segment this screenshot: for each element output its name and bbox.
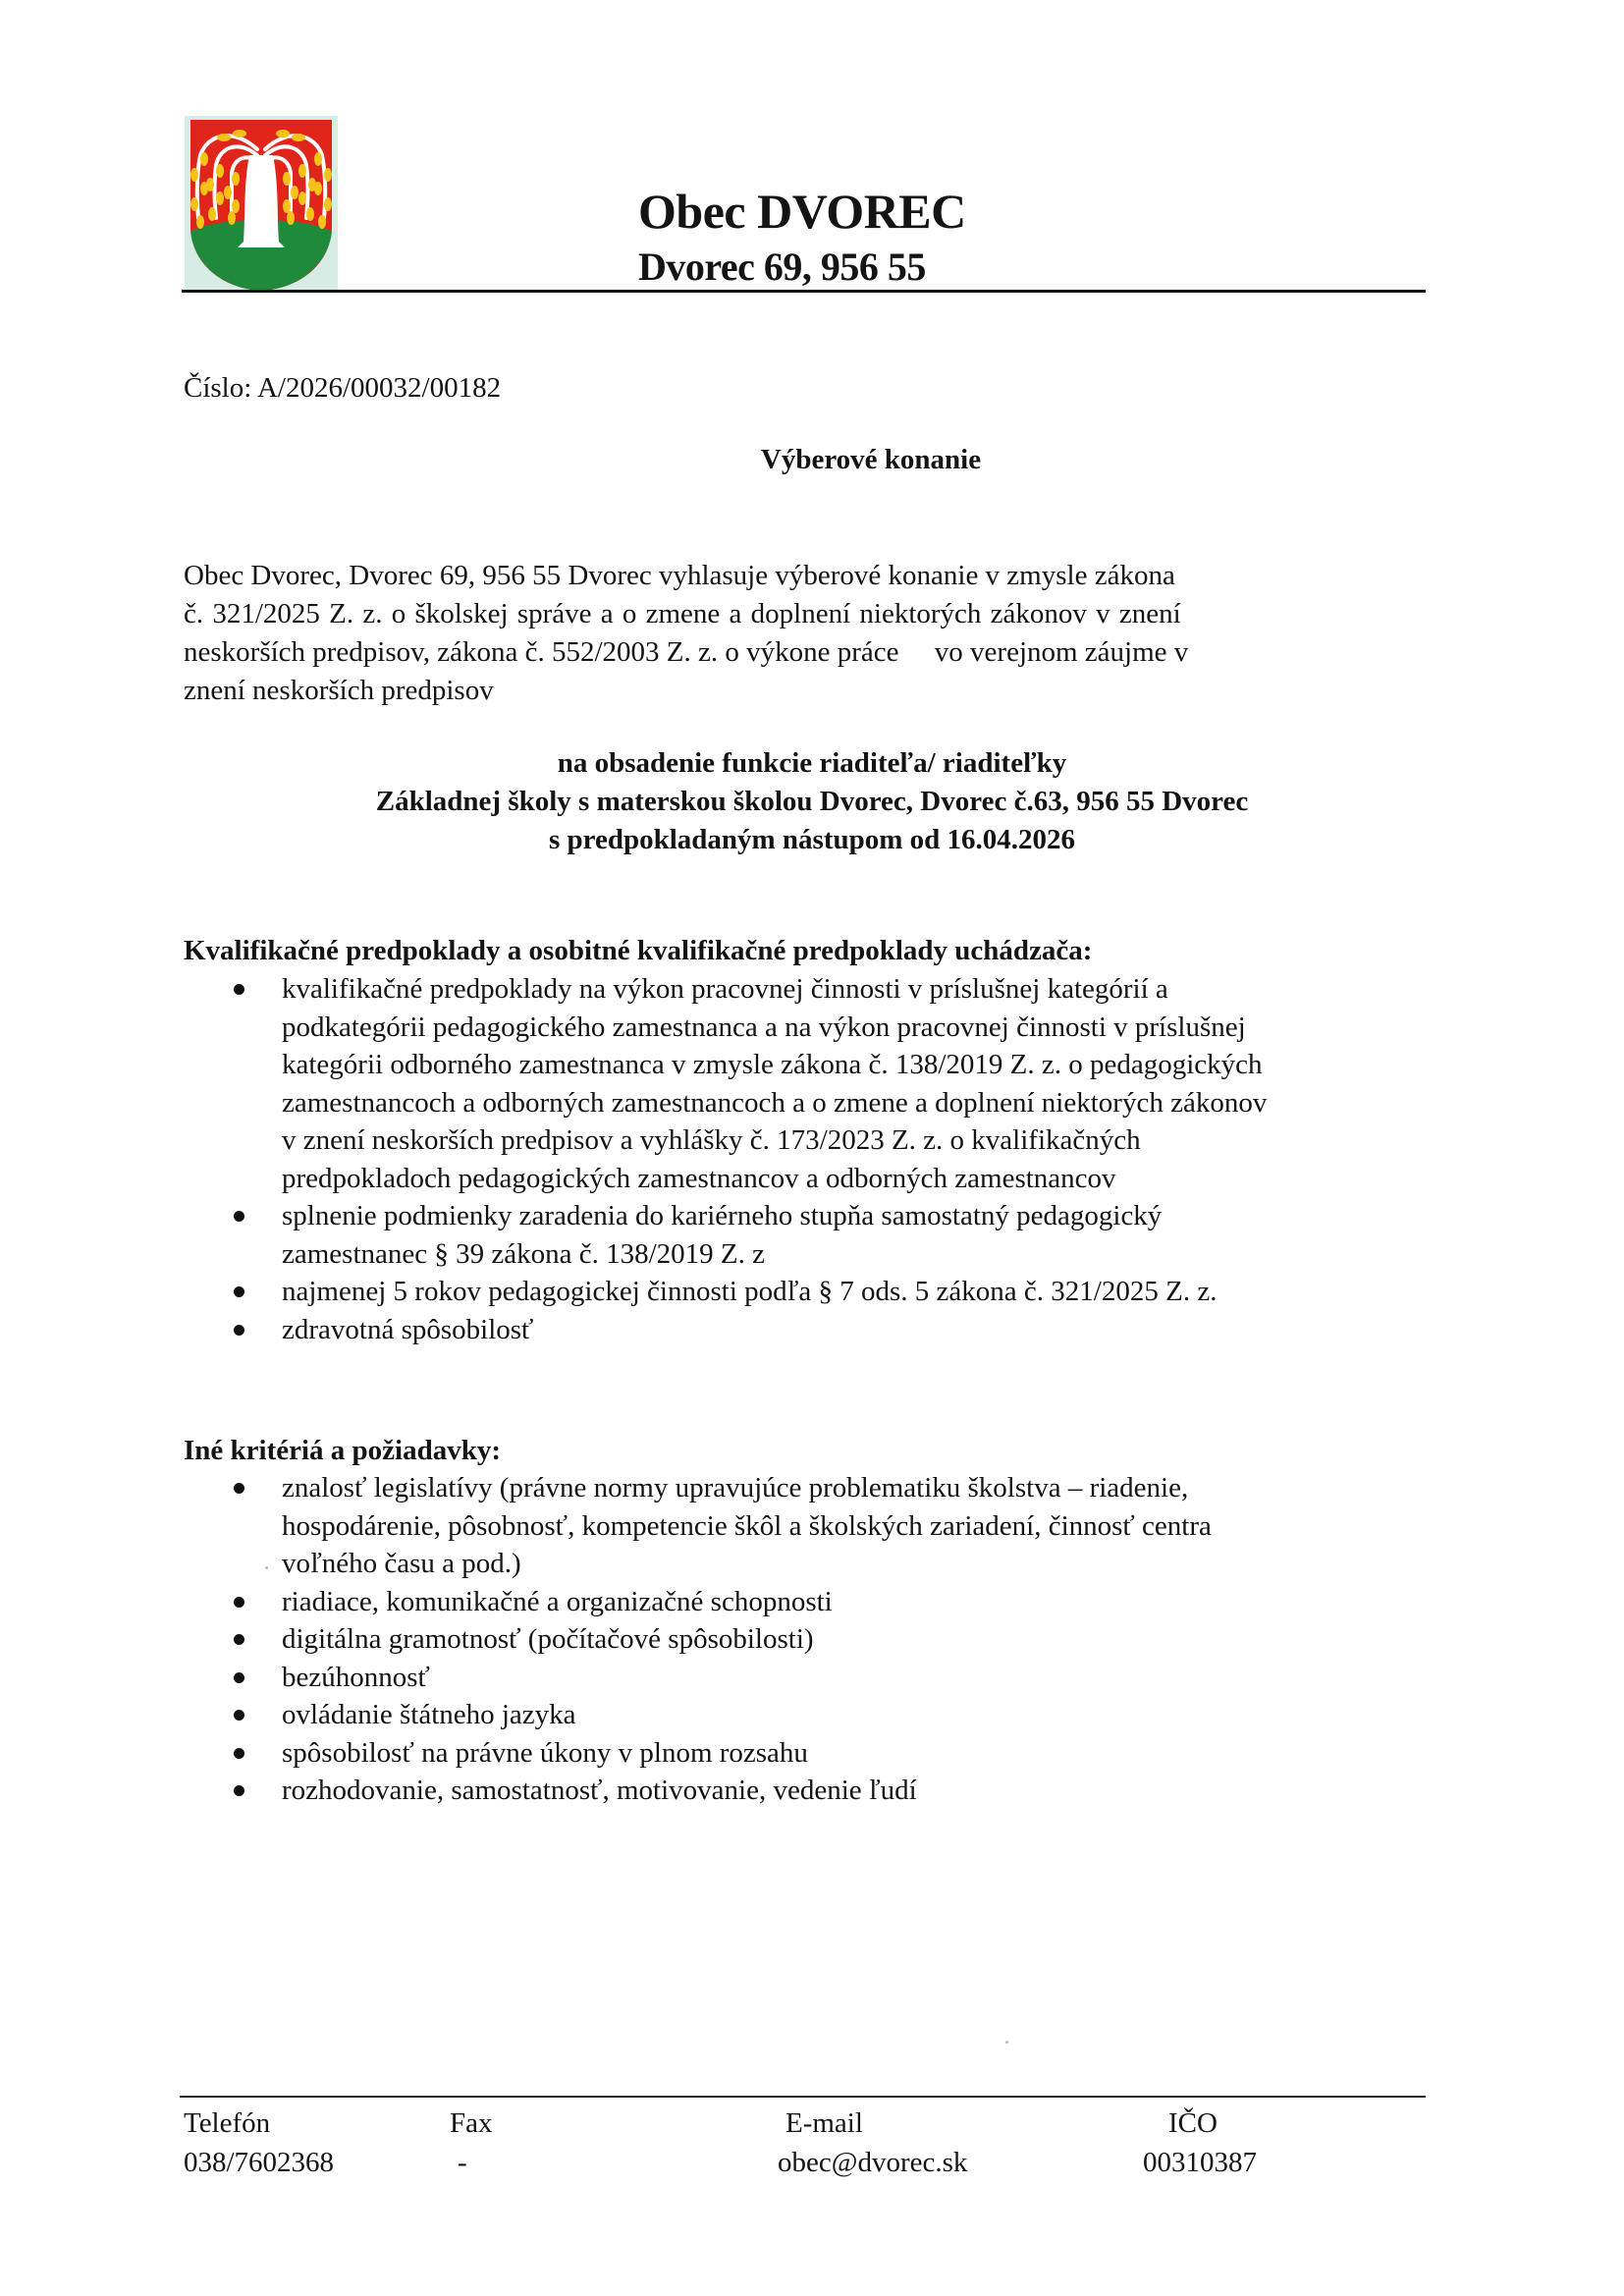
qualifications-list	[0, 970, 1440, 1348]
position-line: Základnej školy s materskou školou Dvorec, Dvorec č.63, 956 55 Dvorec	[375, 786, 1249, 817]
list-item-text: ovládanie štátneho jazyka	[282, 1699, 576, 1730]
list-item	[0, 1772, 1440, 1810]
list-item	[0, 1311, 1440, 1349]
bullet-icon	[234, 1785, 244, 1796]
position-line: s predpokladaným nástupom od 16.04.2026	[548, 824, 1076, 855]
footer-fax	[450, 2104, 493, 2182]
intro-line: znení neskorších predpisov	[184, 675, 494, 706]
list-item	[0, 1469, 1440, 1583]
list-item	[0, 1583, 1440, 1621]
email-label: E-mail	[785, 2107, 863, 2139]
list-item-text: podkategórii pedagogického zamestnanca a na výkon pracovnej činnosti v príslušnej	[282, 1011, 1246, 1043]
intro-line: č. 321/2025 Z. z. o školskej správe a o zmene a doplnení niektorých zákonov v znení	[184, 598, 1181, 629]
list-item-text: zamestnanec § 39 zákona č. 138/2019 Z. z	[282, 1237, 766, 1270]
phone-value: 038/7602368	[184, 2147, 335, 2178]
list-item	[0, 1197, 1440, 1273]
position-line: na obsadenie funkcie riaditeľa/ riaditeľky	[557, 747, 1067, 779]
list-item-text: hospodárenie, pôsobnosť, kompetencie škôl a školských zariadení, činnosť centra	[282, 1509, 1212, 1542]
list-item-text: znalosť legislatívy (právne normy upravujúce problematiku školstva – riadenie,	[282, 1472, 1189, 1503]
list-item-text: rozhodovanie, samostatnosť, motivovanie, vedenie ľudí	[282, 1775, 917, 1806]
intro-paragraph	[184, 557, 1352, 710]
bullet-icon	[234, 1748, 244, 1759]
bullet-icon	[234, 1286, 244, 1297]
municipality-coat-of-arms-icon	[185, 116, 338, 293]
list-item	[0, 1659, 1440, 1697]
bullet-icon	[234, 1672, 244, 1683]
scan-artifact	[1005, 2041, 1008, 2044]
header-divider	[182, 290, 1426, 293]
qualifications-heading: Kvalifikačné predpoklady a osobitné kvalifikačné predpoklady uchádzača:	[184, 935, 1093, 966]
bullet-icon	[234, 1710, 244, 1721]
reference-number: Číslo: A/2026/00032/00182	[184, 372, 502, 404]
list-item	[0, 970, 1440, 1197]
list-item-text: riadiace, komunikačné a organizačné schopnosti	[282, 1585, 833, 1617]
ico-label: IČO	[1168, 2107, 1218, 2139]
intro-line: Obec Dvorec, Dvorec 69, 956 55 Dvorec vyhlasuje výberové konanie v zmysle zákona	[184, 560, 1175, 591]
list-item-text: kategórii odborného zamestnanca v zmysle zákona č. 138/2019 Z. z. o pedagogických	[282, 1049, 1263, 1080]
position-announcement	[0, 744, 1624, 859]
bullet-icon	[234, 1211, 244, 1222]
footer-phone	[184, 2104, 334, 2182]
ico-value: 00310387	[1143, 2147, 1257, 2178]
list-item	[0, 1620, 1440, 1659]
bullet-icon	[234, 984, 244, 995]
bullet-icon	[234, 1483, 244, 1494]
other-criteria-heading: Iné kritériá a požiadavky:	[184, 1435, 502, 1466]
list-item-text: predpokladoch pedagogických zamestnancov a odborných zamestnancov	[282, 1162, 1116, 1194]
email-value[interactable]: obec@dvorec.sk	[778, 2147, 968, 2178]
list-item-text: zamestnancoch a odborných zamestnancoch a o zmene a doplnení niektorých zákonov	[282, 1086, 1268, 1119]
fax-value: -	[458, 2147, 467, 2178]
other-criteria-list	[0, 1469, 1440, 1810]
list-item-text: v znení neskorších predpisov a vyhlášky č. 173/2023 Z. z. o kvalifikačných	[282, 1124, 1141, 1156]
phone-label: Telefón	[184, 2107, 271, 2139]
list-item	[0, 1273, 1440, 1311]
list-item-text: voľného času a pod.)	[282, 1548, 521, 1579]
fax-label: Fax	[450, 2107, 493, 2139]
list-item-text: spôsobilosť na právne úkony v plnom rozsahu	[282, 1736, 808, 1769]
list-item-text: splnenie podmienky zaradenia do kariérneho stupňa samostatný pedagogický	[282, 1200, 1163, 1231]
municipality-address: Dvorec 69, 956 55	[638, 245, 926, 289]
list-item	[0, 1734, 1440, 1773]
list-item-text: zdravotná spôsobilosť	[282, 1313, 534, 1345]
bullet-icon	[234, 1634, 244, 1645]
intro-line: neskorších predpisov, zákona č. 552/2003 Z. z. o výkone práce vo verejnom záujme v	[184, 636, 1189, 668]
bullet-icon	[234, 1597, 244, 1608]
scan-artifact	[265, 1566, 268, 1569]
list-item	[0, 1696, 1440, 1734]
list-item-text: digitálna gramotnosť (počítačové spôsobilosti)	[282, 1623, 814, 1655]
municipality-name: Obec DVOREC	[638, 184, 966, 239]
footer-ico	[1143, 2104, 1257, 2182]
list-item-text: najmenej 5 rokov pedagogickej činnosti podľa § 7 ods. 5 zákona č. 321/2025 Z. z.	[282, 1276, 1218, 1307]
footer-divider	[180, 2096, 1426, 2098]
document-title: Výberové konanie	[760, 444, 982, 475]
footer-email	[778, 2104, 967, 2182]
bullet-icon	[234, 1325, 244, 1336]
list-item-text: kvalifikačné predpoklady na výkon pracovnej činnosti v príslušnej kategórií a	[282, 973, 1168, 1005]
list-item-text: bezúhonnosť	[282, 1661, 430, 1693]
